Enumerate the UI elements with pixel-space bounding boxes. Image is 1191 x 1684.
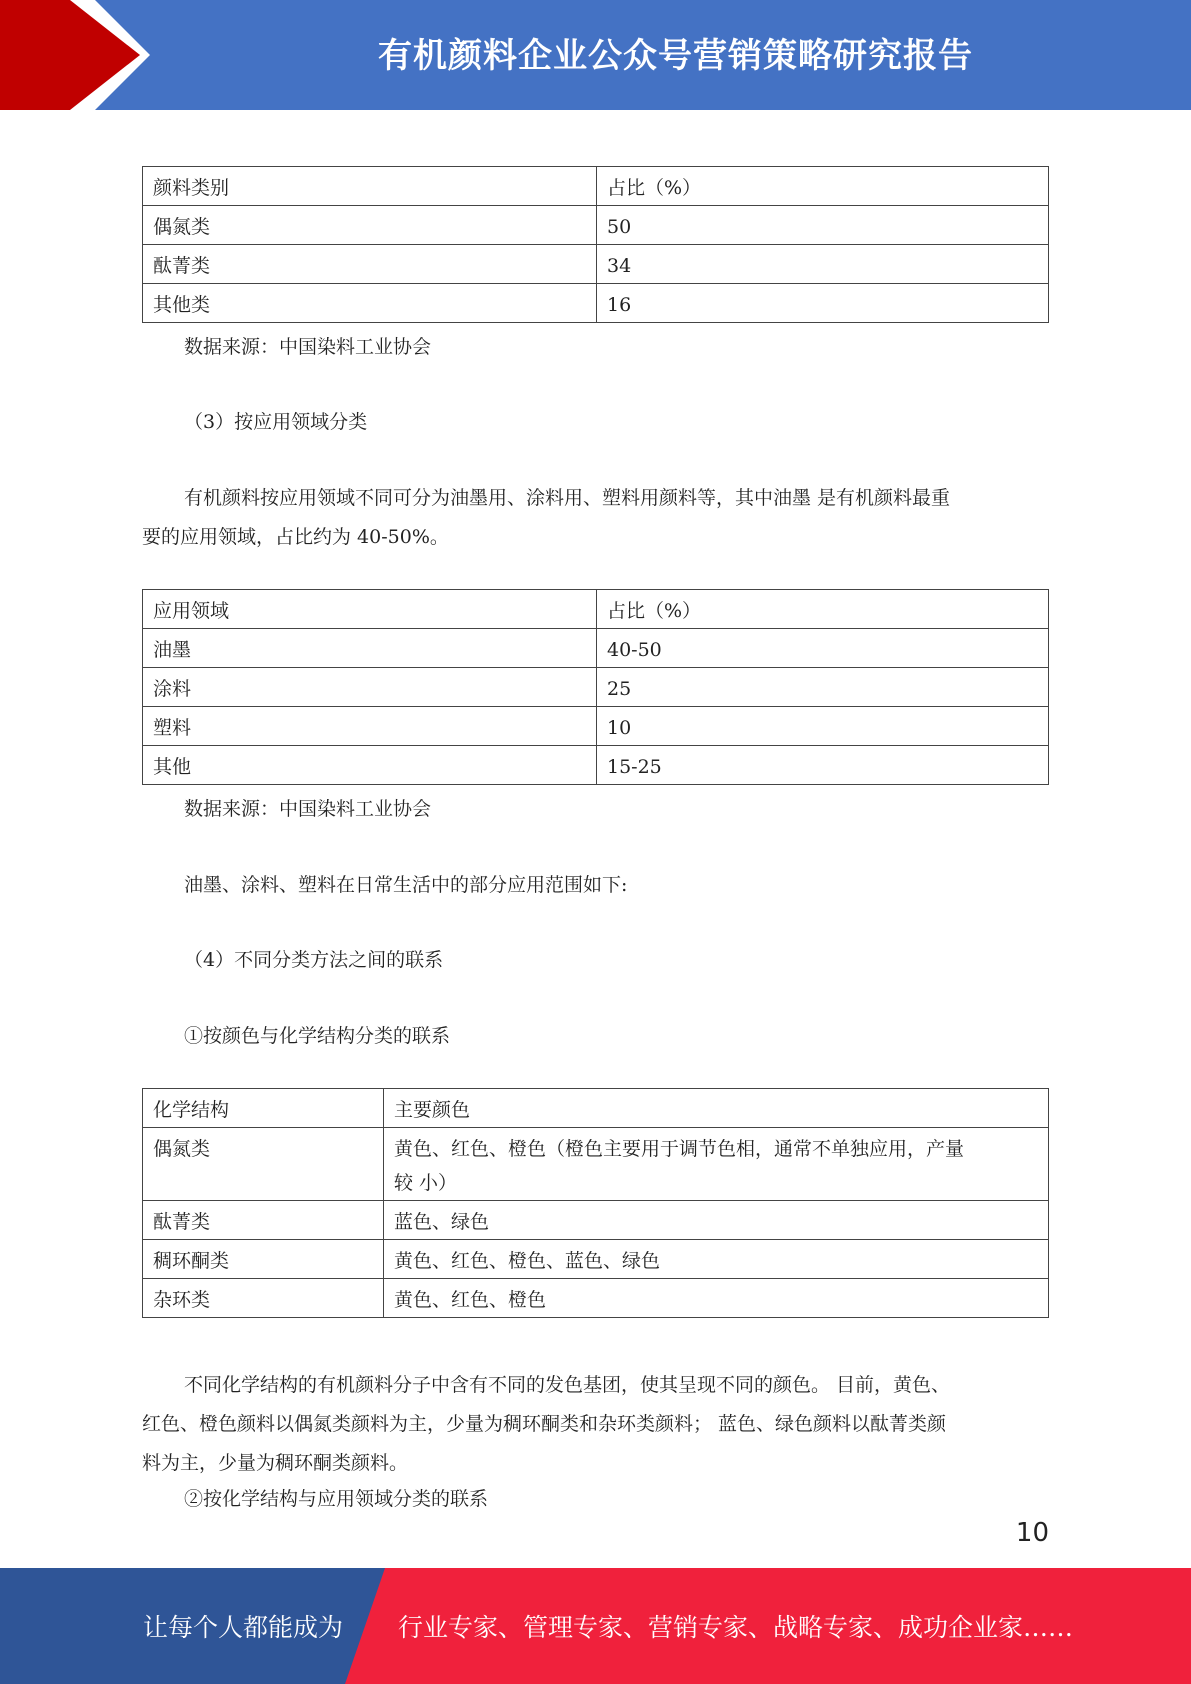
table-cell: 16 (597, 284, 1049, 323)
table-cell: 偶氮类 (143, 206, 597, 245)
report-title: 有机颜料企业公众号营销策略研究报告 (378, 36, 973, 76)
table-row (143, 668, 1049, 707)
table-row (143, 1240, 1049, 1279)
table-header-cell: 占比（%） (597, 590, 1049, 629)
color-structure-table (142, 1088, 1049, 1318)
paragraph-line: 有机颜料按应用领域不同可分为油墨用、涂料用、塑料用颜料等，其中油墨 是有机颜料最重 (184, 487, 951, 509)
table-row (143, 629, 1049, 668)
pigment-category-table (142, 166, 1049, 323)
table-row (143, 707, 1049, 746)
paragraph-line: 不同化学结构的有机颜料分子中含有不同的发色基团，使其呈现不同的颜色。 目前，黄色、 (184, 1374, 951, 1396)
table-cell: 杂环类 (143, 1279, 384, 1318)
table-cell: 稠环酮类 (143, 1240, 384, 1279)
table-cell: 偶氮类 (143, 1128, 384, 1201)
table-cell-line: 较 小） (394, 1172, 458, 1194)
footer-slogan-left: 让每个人都能成为 (143, 1613, 344, 1642)
page-footer (0, 1568, 1191, 1684)
paragraph-line: 红色、橙色颜料以偶氮类颜料为主，少量为稠环酮类和杂环类颜料； 蓝色、绿色颜料以酞菁类颜 (142, 1413, 947, 1435)
table-cell: 其他类 (143, 284, 597, 323)
section-heading: （3）按应用领域分类 (184, 411, 368, 433)
page-number: 10 (1015, 1518, 1049, 1548)
table-header-cell: 化学结构 (143, 1089, 384, 1128)
table-cell: 15-25 (597, 746, 1049, 785)
table-cell: 黄色、红色、橙色 (384, 1279, 1049, 1318)
table-row (143, 1128, 1049, 1201)
header-arrow-icon (0, 0, 140, 110)
section-heading: （4）不同分类方法之间的联系 (184, 949, 444, 971)
table-cell: 蓝色、绿色 (384, 1201, 1049, 1240)
table-cell (384, 1128, 1049, 1201)
footer-slogan-right: 行业专家、管理专家、营销专家、战略专家、成功企业家…… (398, 1613, 1074, 1642)
table-row (143, 284, 1049, 323)
table-cell: 涂料 (143, 668, 597, 707)
table-cell: 25 (597, 668, 1049, 707)
table-header-cell: 颜料类别 (143, 167, 597, 206)
application-field-table (142, 589, 1049, 785)
table-cell-line: 黄色、红色、橙色（橙色主要用于调节色相，通常不单独应用，产量 (394, 1138, 965, 1160)
table-header-cell: 应用领域 (143, 590, 597, 629)
table-header-row (143, 167, 1049, 206)
paragraph-line: 料为主，少量为稠环酮类颜料。 (142, 1452, 409, 1474)
table-header-row (143, 1089, 1049, 1128)
table-cell: 黄色、红色、橙色、蓝色、绿色 (384, 1240, 1049, 1279)
table-cell: 40-50 (597, 629, 1049, 668)
sub-heading: ①按颜色与化学结构分类的联系 (184, 1025, 451, 1047)
table-header-cell: 占比（%） (597, 167, 1049, 206)
paragraph-line: 要的应用领域，占比约为 40-50%。 (142, 526, 449, 548)
table-cell: 酞菁类 (143, 1201, 384, 1240)
table-cell: 其他 (143, 746, 597, 785)
table-cell: 塑料 (143, 707, 597, 746)
table-cell: 酞菁类 (143, 245, 597, 284)
table-cell: 50 (597, 206, 1049, 245)
table-row (143, 206, 1049, 245)
table-cell: 10 (597, 707, 1049, 746)
table-header-row (143, 590, 1049, 629)
data-source-note: 数据来源：中国染料工业协会 (184, 336, 432, 358)
data-source-note: 数据来源：中国染料工业协会 (184, 798, 432, 820)
page-header (0, 0, 1191, 110)
table-row (143, 1279, 1049, 1318)
table-header-cell: 主要颜色 (384, 1089, 1049, 1128)
table-row (143, 245, 1049, 284)
table-cell: 34 (597, 245, 1049, 284)
sub-heading: ②按化学结构与应用领域分类的联系 (184, 1488, 489, 1510)
table-cell: 油墨 (143, 629, 597, 668)
paragraph-line: 油墨、涂料、塑料在日常生活中的部分应用范围如下: (184, 874, 628, 896)
table-row (143, 1201, 1049, 1240)
table-row (143, 746, 1049, 785)
